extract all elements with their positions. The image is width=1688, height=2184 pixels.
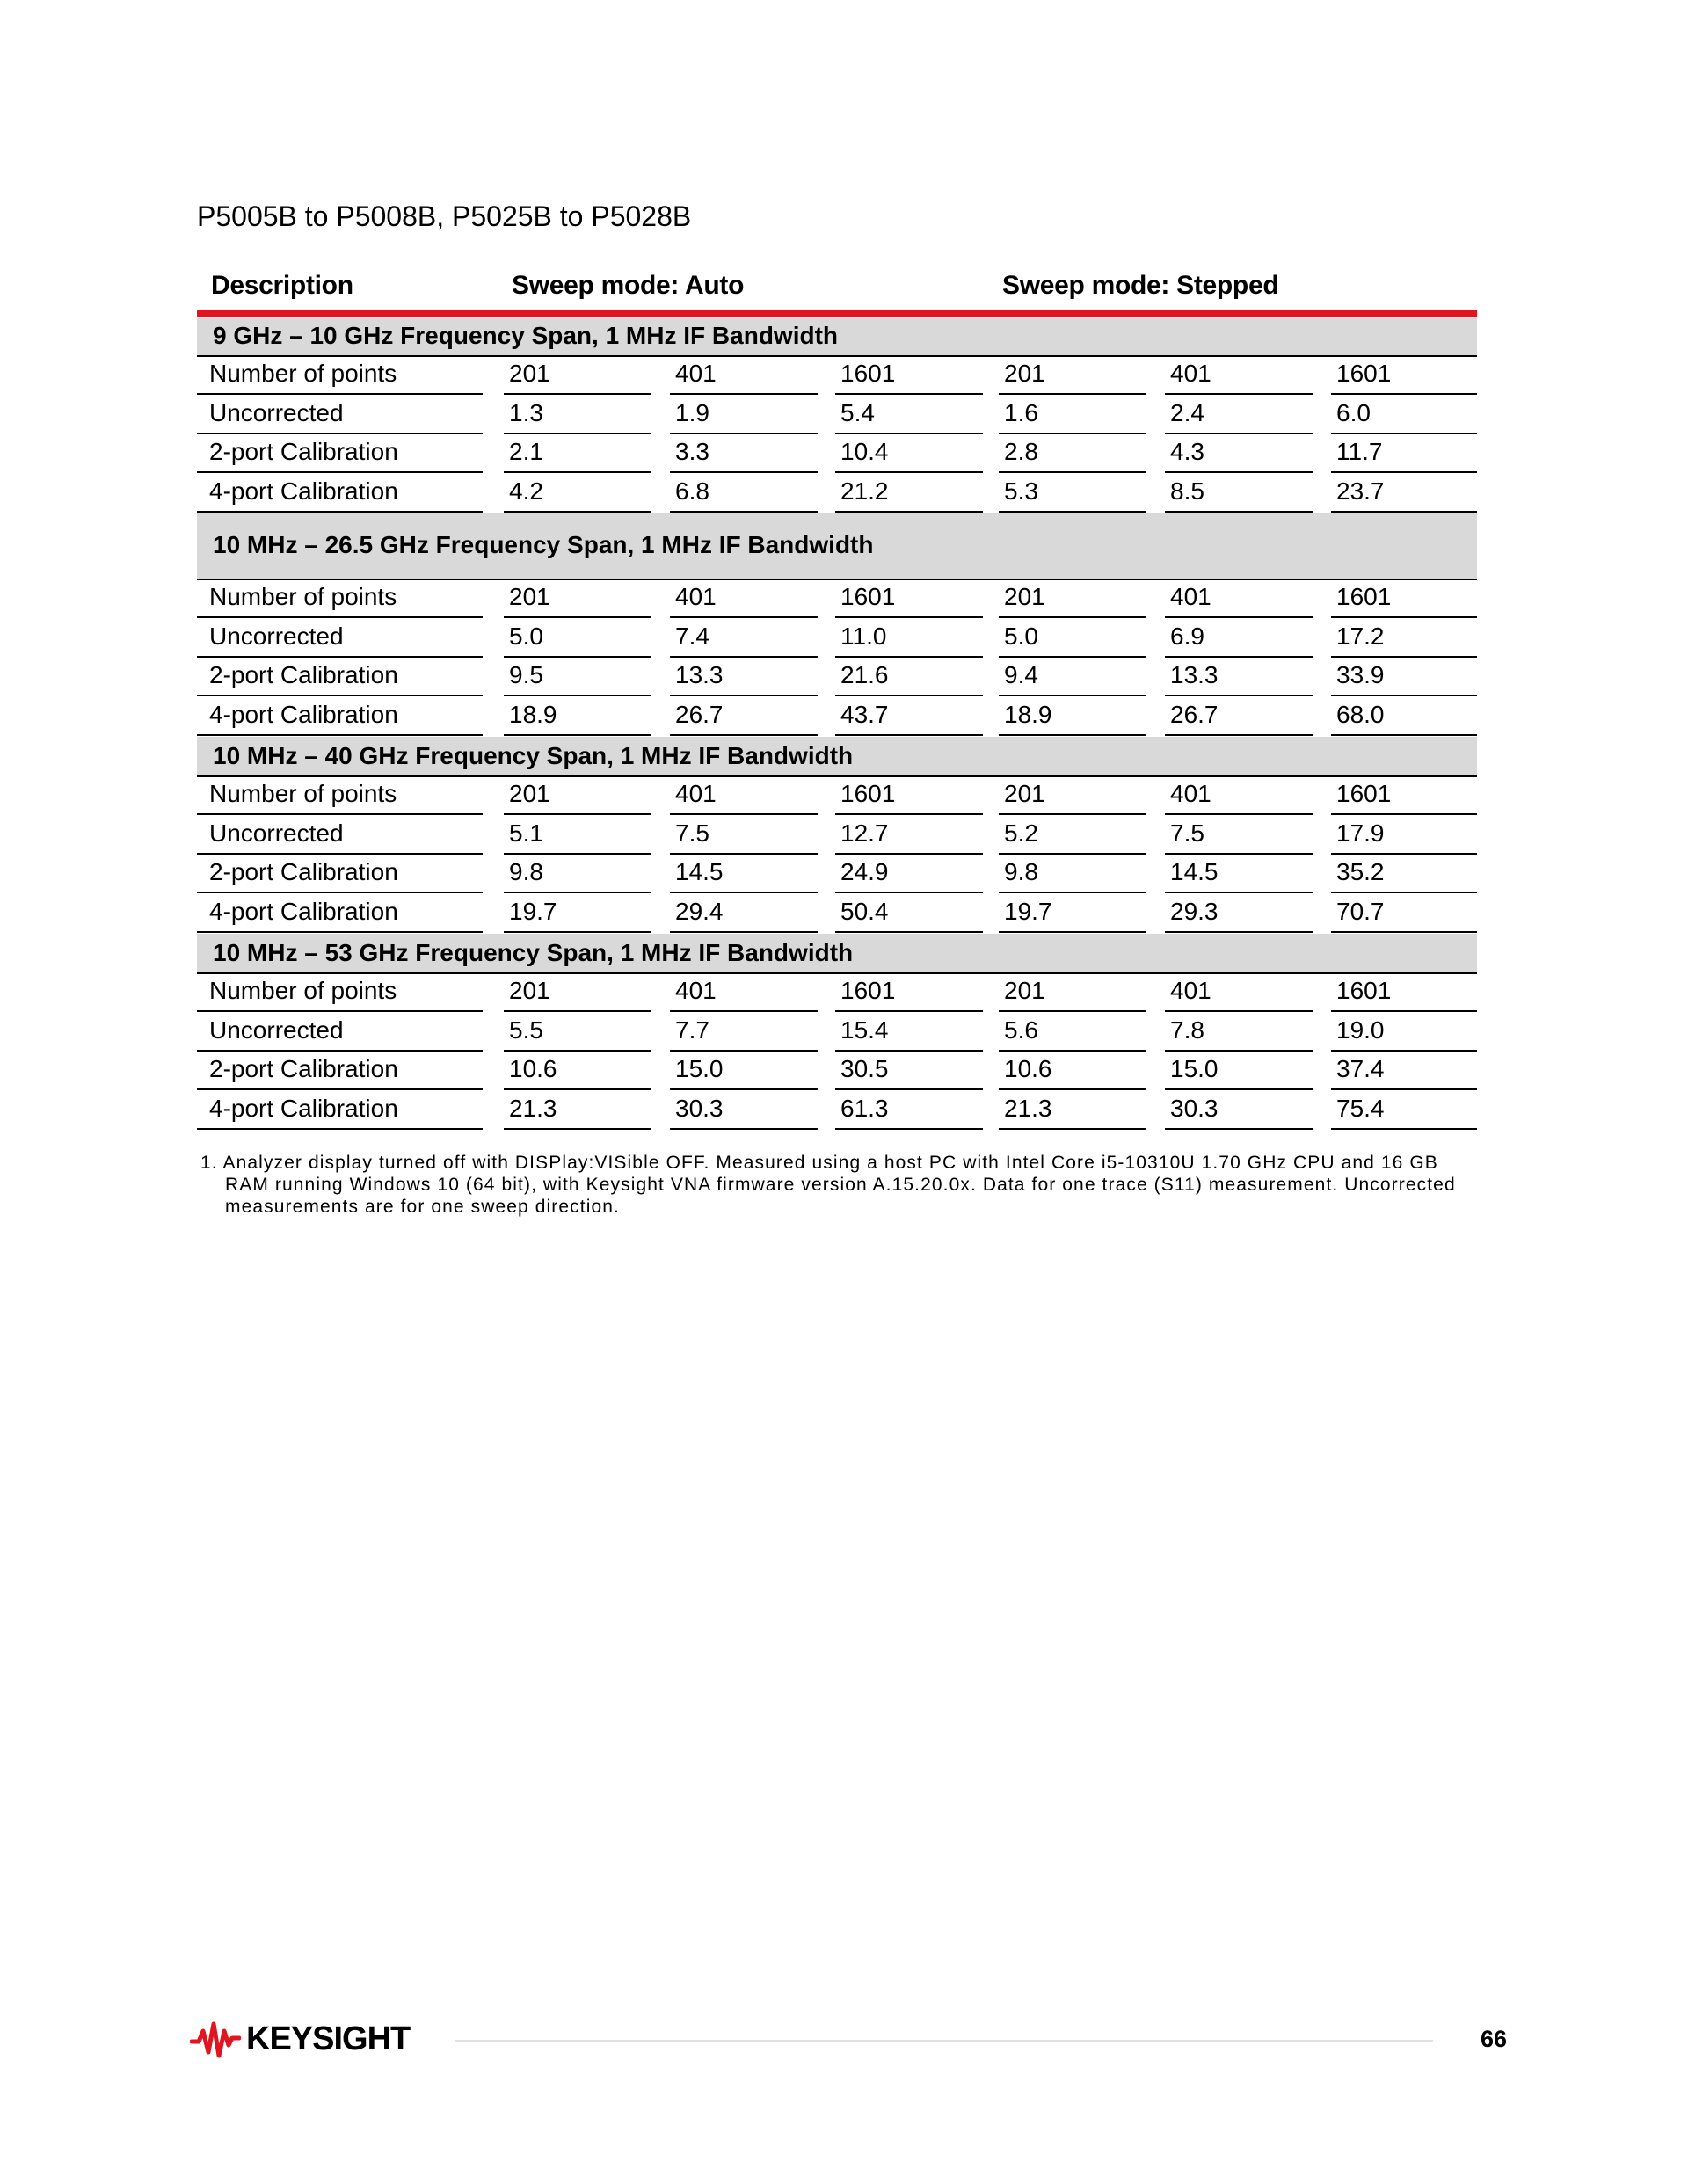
table-cell: 23.7	[1331, 475, 1477, 513]
section-title: 10 MHz – 26.5 GHz Frequency Span, 1 MHz IF Bandwidth	[213, 531, 874, 558]
table-row	[197, 895, 1477, 935]
table-cell: 30.5	[835, 1052, 983, 1090]
section-header	[197, 513, 1477, 580]
table-cell: 11.7	[1331, 435, 1477, 473]
row-label: Uncorrected	[197, 397, 483, 434]
table-cell: 5.0	[504, 620, 651, 658]
table-cell: 26.7	[1165, 698, 1313, 736]
table-cell: 18.9	[999, 698, 1146, 736]
footnote-text: Analyzer display turned off with DISPlay:VISible OFF. Measured using a host PC with Intel Core i5-10310U 1.70 GHz CPU and 16 GB RAM running Windows 10 (64 bit), with Keysight VNA firmware version A.15.20.0x. Data for one trace (S11) measurement. Uncorrected measurements are for one sweep direction.	[222, 1153, 1456, 1217]
table-cell: 70.7	[1331, 895, 1477, 933]
table-cell: 4.2	[504, 475, 651, 513]
table-cell: 201	[504, 974, 651, 1012]
table-cell: 17.9	[1331, 817, 1477, 855]
row-label: 4-port Calibration	[197, 698, 483, 736]
table-row	[197, 777, 1477, 817]
header-sweep-stepped: Sweep mode: Stepped	[1002, 271, 1279, 300]
table-cell: 30.3	[670, 1092, 818, 1130]
table-cell: 7.5	[670, 817, 818, 855]
page-number: 66	[1481, 2026, 1508, 2052]
table-cell: 201	[504, 357, 651, 395]
table-cell: 21.3	[999, 1092, 1146, 1130]
table-cell: 9.5	[504, 659, 651, 696]
table-cell: 7.5	[1165, 817, 1313, 855]
footer-divider	[455, 2040, 1433, 2042]
table-cell: 15.0	[670, 1052, 818, 1090]
section-title: 10 MHz – 53 GHz Frequency Span, 1 MHz IF Bandwidth	[213, 939, 854, 966]
table-row	[197, 397, 1477, 436]
header-red-rule	[197, 310, 1477, 317]
table-cell: 1.9	[670, 397, 818, 434]
table-cell: 19.7	[999, 895, 1146, 933]
table-cell: 8.5	[1165, 475, 1313, 513]
table-cell: 401	[670, 357, 818, 395]
table-cell: 201	[999, 974, 1146, 1012]
table-cell: 14.5	[670, 855, 818, 893]
table-cell: 5.3	[999, 475, 1146, 513]
row-label: Uncorrected	[197, 1014, 483, 1052]
table-cell: 5.5	[504, 1014, 651, 1052]
table-row	[197, 1092, 1477, 1132]
keysight-logo	[190, 2017, 418, 2061]
section-title: 10 MHz – 40 GHz Frequency Span, 1 MHz IF Bandwidth	[213, 742, 854, 769]
table-cell: 3.3	[670, 435, 818, 473]
table-row	[197, 620, 1477, 659]
table-header	[197, 264, 1477, 309]
table-cell: 19.7	[504, 895, 651, 933]
table-cell: 401	[670, 777, 818, 815]
table-cell: 2.4	[1165, 397, 1313, 434]
table-cell: 1601	[1331, 580, 1477, 618]
section-header	[197, 934, 1477, 974]
table-cell: 201	[999, 777, 1146, 815]
table-cell: 401	[1165, 777, 1313, 815]
section-header	[197, 318, 1477, 357]
table-cell: 1601	[1331, 974, 1477, 1012]
row-label: 2-port Calibration	[197, 659, 483, 696]
page-title: P5005B to P5008B, P5025B to P5028B	[197, 200, 692, 232]
row-label: Number of points	[197, 580, 483, 618]
table-cell: 1601	[835, 580, 983, 618]
keysight-wave-icon	[190, 2020, 241, 2059]
table-cell: 6.8	[670, 475, 818, 513]
table-cell: 1601	[835, 974, 983, 1012]
row-label: Number of points	[197, 974, 483, 1012]
header-description: Description	[211, 271, 353, 300]
table-cell: 7.8	[1165, 1014, 1313, 1052]
table-cell: 6.9	[1165, 620, 1313, 658]
table-cell: 10.6	[504, 1052, 651, 1090]
table-cell: 75.4	[1331, 1092, 1477, 1130]
table-cell: 201	[504, 777, 651, 815]
table-row	[197, 1052, 1477, 1092]
table-cell: 26.7	[670, 698, 818, 736]
table-cell: 401	[1165, 357, 1313, 395]
table-cell: 33.9	[1331, 659, 1477, 696]
table-cell: 1601	[1331, 357, 1477, 395]
table-row	[197, 855, 1477, 895]
table-cell: 401	[1165, 974, 1313, 1012]
table-cell: 43.7	[835, 698, 983, 736]
table-cell: 2.1	[504, 435, 651, 473]
table-row	[197, 357, 1477, 397]
table-cell: 10.4	[835, 435, 983, 473]
table-row	[197, 580, 1477, 620]
row-label: Uncorrected	[197, 817, 483, 855]
table-cell: 18.9	[504, 698, 651, 736]
table-cell: 2.8	[999, 435, 1146, 473]
table-cell: 1601	[835, 357, 983, 395]
table-cell: 68.0	[1331, 698, 1477, 736]
row-label: 4-port Calibration	[197, 895, 483, 933]
table-row	[197, 817, 1477, 856]
table-cell: 29.3	[1165, 895, 1313, 933]
table-cell: 5.6	[999, 1014, 1146, 1052]
table-cell: 201	[504, 580, 651, 618]
row-label: Number of points	[197, 777, 483, 815]
table-cell: 19.0	[1331, 1014, 1477, 1052]
table-cell: 15.0	[1165, 1052, 1313, 1090]
table-cell: 21.6	[835, 659, 983, 696]
table-cell: 12.7	[835, 817, 983, 855]
table-cell: 61.3	[835, 1092, 983, 1130]
table-cell: 15.4	[835, 1014, 983, 1052]
table-cell: 21.3	[504, 1092, 651, 1130]
row-label: 4-port Calibration	[197, 1092, 483, 1130]
table-cell: 201	[999, 357, 1146, 395]
table-row	[197, 659, 1477, 698]
table-cell: 6.0	[1331, 397, 1477, 434]
table-cell: 37.4	[1331, 1052, 1477, 1090]
logo-text: KEYSIGHT	[246, 2020, 411, 2057]
table-row	[197, 435, 1477, 475]
table-cell: 24.9	[835, 855, 983, 893]
table-cell: 9.8	[504, 855, 651, 893]
table-cell: 17.2	[1331, 620, 1477, 658]
header-sweep-auto: Sweep mode: Auto	[512, 271, 745, 300]
table-row	[197, 698, 1477, 738]
table-cell: 1601	[835, 777, 983, 815]
row-label: 2-port Calibration	[197, 1052, 483, 1090]
table-cell: 14.5	[1165, 855, 1313, 893]
table-row	[197, 475, 1477, 514]
table-cell: 5.0	[999, 620, 1146, 658]
row-label: 4-port Calibration	[197, 475, 483, 513]
table-cell: 4.3	[1165, 435, 1313, 473]
table-row	[197, 974, 1477, 1014]
section-title: 9 GHz – 10 GHz Frequency Span, 1 MHz IF Bandwidth	[213, 322, 839, 349]
table-cell: 7.4	[670, 620, 818, 658]
table-cell: 7.7	[670, 1014, 818, 1052]
section-header	[197, 737, 1477, 777]
table-cell: 401	[670, 580, 818, 618]
table-cell: 1601	[1331, 777, 1477, 815]
table-row	[197, 1014, 1477, 1053]
table-cell: 1.6	[999, 397, 1146, 434]
row-label: Uncorrected	[197, 620, 483, 658]
row-label: 2-port Calibration	[197, 855, 483, 893]
table-cell: 10.6	[999, 1052, 1146, 1090]
table-cell: 21.2	[835, 475, 983, 513]
table-cell: 401	[670, 974, 818, 1012]
table-cell: 1.3	[504, 397, 651, 434]
table-cell: 5.1	[504, 817, 651, 855]
table-cell: 13.3	[1165, 659, 1313, 696]
table-cell: 50.4	[835, 895, 983, 933]
table-cell: 401	[1165, 580, 1313, 618]
table-cell: 5.4	[835, 397, 983, 434]
table-cell: 35.2	[1331, 855, 1477, 893]
row-label: 2-port Calibration	[197, 435, 483, 473]
footnote	[200, 1152, 1484, 1218]
table-cell: 9.4	[999, 659, 1146, 696]
table-cell: 13.3	[670, 659, 818, 696]
table-cell: 30.3	[1165, 1092, 1313, 1130]
row-label: Number of points	[197, 357, 483, 395]
table-cell: 5.2	[999, 817, 1146, 855]
footnote-number: 1.	[200, 1153, 218, 1173]
table-cell: 29.4	[670, 895, 818, 933]
table-cell: 9.8	[999, 855, 1146, 893]
table-cell: 11.0	[835, 620, 983, 658]
table-cell: 201	[999, 580, 1146, 618]
